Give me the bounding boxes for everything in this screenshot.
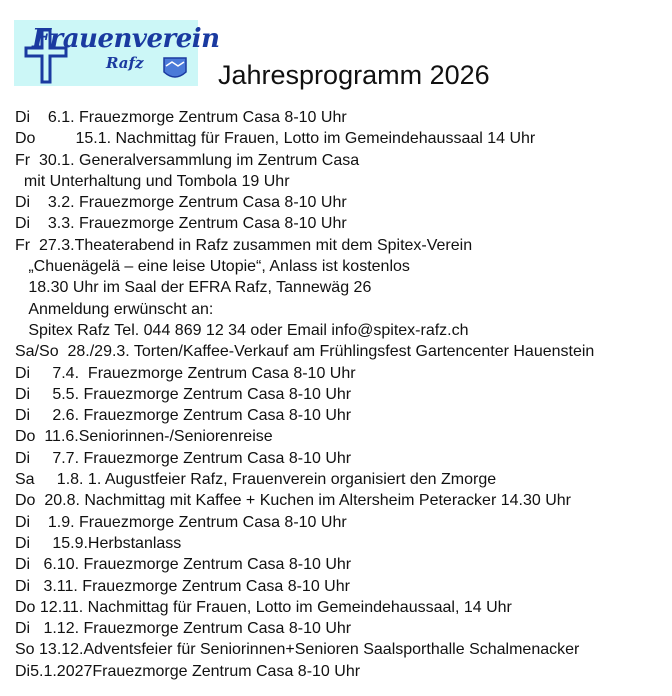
program-line: Di 1.12. Frauezmorge Zentrum Casa 8-10 Uhr — [15, 620, 352, 638]
program-line: Di 7.4. Frauezmorge Zentrum Casa 8-10 Uhr — [15, 364, 356, 382]
program-line: Do 11.6.Seniorinnen-/Seniorenreise — [15, 428, 273, 446]
program-line: Spitex Rafz Tel. 044 869 12 34 oder Email info@spitex-rafz.ch — [15, 321, 469, 339]
program-line: 18.30 Uhr im Saal der EFRA Rafz, Tannewäg 26 — [15, 279, 372, 297]
program-line: Do 20.8. Nachmittag mit Kaffee + Kuchen im Altersheim Peteracker 14.30 Uhr — [15, 492, 571, 510]
program-line: Di 1.9. Frauezmorge Zentrum Casa 8-10 Uhr — [15, 513, 347, 531]
program-line: mit Unterhaltung und Tombola 19 Uhr — [15, 172, 290, 190]
program-line: Di 3.11. Frauezmorge Zentrum Casa 8-10 Uhr — [15, 577, 350, 595]
program-line: „Chuenägelä – eine leise Utopie“, Anlass ist kostenlos — [15, 258, 410, 276]
program-line: Di5.1.2027Frauezmorge Zentrum Casa 8-10 Uhr — [15, 662, 361, 680]
program-list — [15, 107, 672, 682]
program-line: Di 6.10. Frauezmorge Zentrum Casa 8-10 Uhr — [15, 556, 352, 574]
program-line: Do 15.1. Nachmittag für Frauen, Lotto im Gemeindehaussaal 14 Uhr — [15, 130, 536, 148]
program-line: Di 6.1. Frauezmorge Zentrum Casa 8-10 Uhr — [15, 109, 347, 126]
program-line: Fr 27.3.Theaterabend in Rafz zusammen mit dem Spitex-Verein — [15, 236, 473, 254]
program-line: Fr 30.1. Generalversammlung im Zentrum Casa — [15, 151, 360, 169]
logo-name: Frauenverein — [32, 24, 220, 54]
program-line: Anmeldung erwünscht an: — [15, 300, 214, 318]
program-line: Sa 1.8. 1. Augustfeier Rafz, Frauenverein organisiert den Zmorge — [15, 471, 497, 489]
frauenverein-logo — [14, 20, 220, 86]
page-title: Jahresprogramm 2026 — [218, 60, 490, 90]
program-line: Di 2.6. Frauezmorge Zentrum Casa 8-10 Uhr — [15, 407, 352, 425]
program-line: Di 7.7. Frauezmorge Zentrum Casa 8-10 Uhr — [15, 449, 352, 467]
program-line: Di 3.3. Frauezmorge Zentrum Casa 8-10 Uhr — [15, 215, 347, 233]
program-line: Di 3.2. Frauezmorge Zentrum Casa 8-10 Uhr — [15, 194, 347, 212]
program-line: So 13.12.Adventsfeier für Seniorinnen+Senioren Saalsporthalle Schalmenacker — [15, 641, 580, 659]
logo-sub: Rafz — [106, 54, 144, 72]
program-line: Di 15.9.Herbstanlass — [15, 534, 182, 552]
program-line: Do 12.11. Nachmittag für Frauen, Lotto im Gemeindehaussaal, 14 Uhr — [15, 598, 512, 616]
program-line: Di 5.5. Frauezmorge Zentrum Casa 8-10 Uhr — [15, 385, 352, 403]
program-line: Sa/So 28./29.3. Torten/Kaffee-Verkauf am Frühlingsfest Gartencenter Hauenstein — [15, 343, 595, 361]
